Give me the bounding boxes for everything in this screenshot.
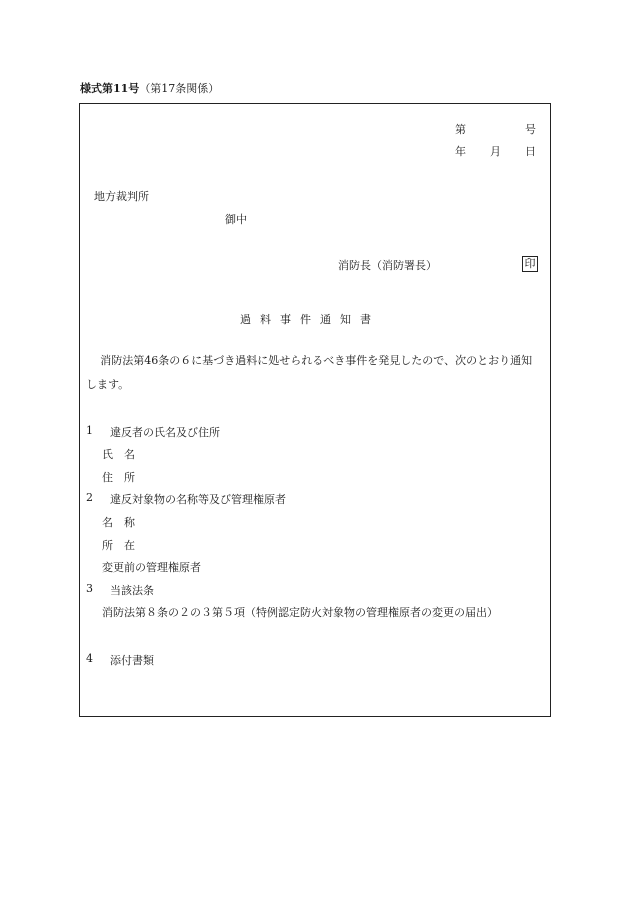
doc-number-suffix: 号	[525, 123, 536, 136]
section-2-number: 2	[86, 491, 93, 504]
field-name-label: 氏 名	[102, 448, 135, 461]
form-reference: （第17条関係）	[139, 82, 220, 95]
field-object-name-label: 名 称	[102, 516, 135, 529]
notice-form-frame	[79, 103, 551, 717]
seal-stamp: 印	[522, 256, 538, 272]
recipient-honorific: 御中	[225, 213, 247, 226]
form-number-label: 様式第11号	[80, 82, 140, 95]
field-location-label: 所 在	[102, 539, 135, 552]
field-address-label: 住 所	[102, 471, 135, 484]
document-title: 過料事件通知書	[240, 313, 380, 326]
section-1-number: 1	[86, 424, 93, 437]
applicable-law-text: 消防法第８条の２の３第５項（特例認定防火対象物の管理権原者の変更の届出）	[102, 606, 498, 619]
date-month: 月	[490, 145, 501, 158]
section-1-heading: 違反者の氏名及び住所	[110, 426, 220, 439]
date-day: 日	[525, 145, 536, 158]
section-4-number: 4	[86, 652, 93, 665]
field-previous-manager-label: 変更前の管理権原者	[102, 561, 201, 574]
section-3-heading: 当該法条	[110, 584, 154, 597]
section-2-heading: 違反対象物の名称等及び管理権原者	[110, 493, 286, 506]
form-number-header	[80, 80, 219, 96]
notice-body-text: 消防法第46条の６に基づき過料に処せられるべき事件を発見したので、次のとおり通知します。	[86, 354, 533, 391]
date-year: 年	[455, 145, 466, 158]
doc-number-prefix: 第	[455, 123, 466, 136]
sender-title: 消防長（消防署長）	[338, 259, 437, 272]
section-4-heading: 添付書類	[110, 654, 154, 667]
recipient-court: 地方裁判所	[94, 190, 149, 203]
section-3-number: 3	[86, 582, 93, 595]
